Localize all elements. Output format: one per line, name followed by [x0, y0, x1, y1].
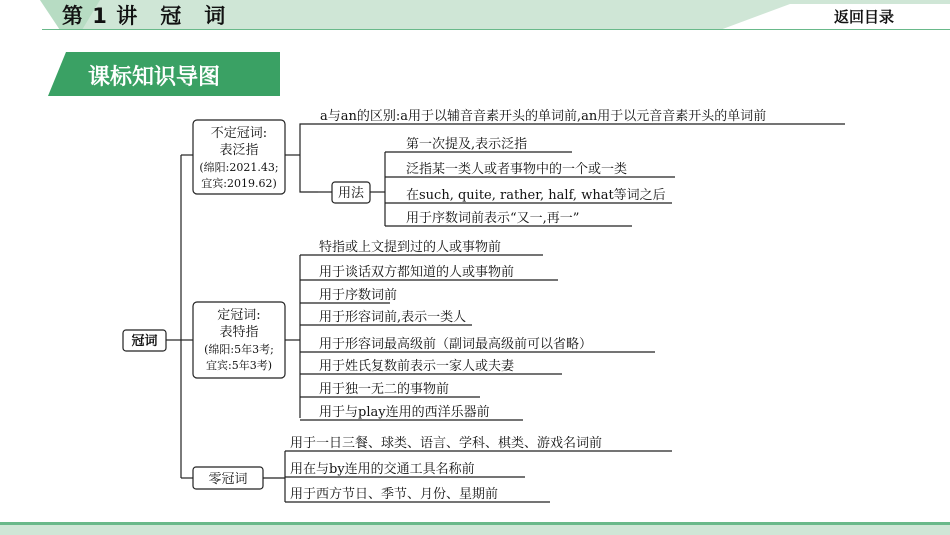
definite-line-2: 表特指: [219, 325, 259, 340]
back-to-contents-button[interactable]: 返回目录: [834, 8, 895, 26]
root-label: 冠词: [131, 334, 158, 349]
indefinite-diff-link: [300, 124, 318, 155]
usage-item-2: 泛指某一类人或者事物中的一个或一类: [406, 162, 628, 177]
definite-item-6: 用于姓氏复数前表示一家人或夫妻: [319, 359, 515, 374]
lesson-title: 第 1 讲 冠 词: [62, 4, 227, 28]
zero-item-1: 用于一日三餐、球类、语言、学科、棋类、游戏名词前: [290, 436, 603, 451]
zero-label: 零冠词: [208, 472, 248, 487]
definite-item-5: 用于形容词最高级前（副词最高级前可以省略）: [319, 337, 593, 352]
indefinite-line-2: 表泛指: [219, 143, 259, 158]
usage-item-4: 用于序数词前表示“又一,再一”: [406, 211, 580, 226]
section-title: 课标知识导图: [88, 65, 221, 90]
usage-label: 用法: [337, 186, 365, 201]
indefinite-usage-link: [300, 155, 318, 192]
definite-note-2: 宜宾:5年3考): [206, 359, 272, 372]
zero-item-2: 用在与by连用的交通工具名称前: [290, 462, 475, 477]
usage-item-1: 第一次提及,表示泛指: [406, 137, 528, 152]
zero-item-3: 用于西方节日、季节、月份、星期前: [290, 487, 499, 502]
definite-item-4: 用于形容词前,表示一类人: [319, 310, 467, 325]
article-difference-text: a与an的区别:a用于以辅音音素开头的单词前,an用于以元音音素开头的单词前: [320, 109, 767, 124]
definite-items: [300, 239, 655, 420]
footer-bar: [0, 522, 950, 535]
definite-item-7: 用于独一无二的事物前: [319, 382, 450, 397]
definite-item-3: 用于序数词前: [319, 288, 398, 303]
definite-line-1: 定冠词:: [217, 308, 261, 323]
indefinite-note-2: 宜宾:2019.62): [201, 177, 277, 190]
indefinite-note-1: (绵阳:2021.43;: [199, 161, 279, 174]
definite-item-8: 用于与play连用的西洋乐器前: [319, 405, 490, 420]
definite-item-1: 特指或上文提到过的人或事物前: [319, 240, 502, 255]
definite-item-2: 用于谈话双方都知道的人或事物前: [319, 265, 515, 280]
usage-item-3: 在such, quite, rather, half, what等词之后: [406, 188, 666, 203]
indefinite-line-1: 不定冠词:: [210, 126, 268, 141]
definite-note-1: (绵阳:5年3考;: [204, 343, 274, 356]
zero-items: [285, 435, 672, 502]
